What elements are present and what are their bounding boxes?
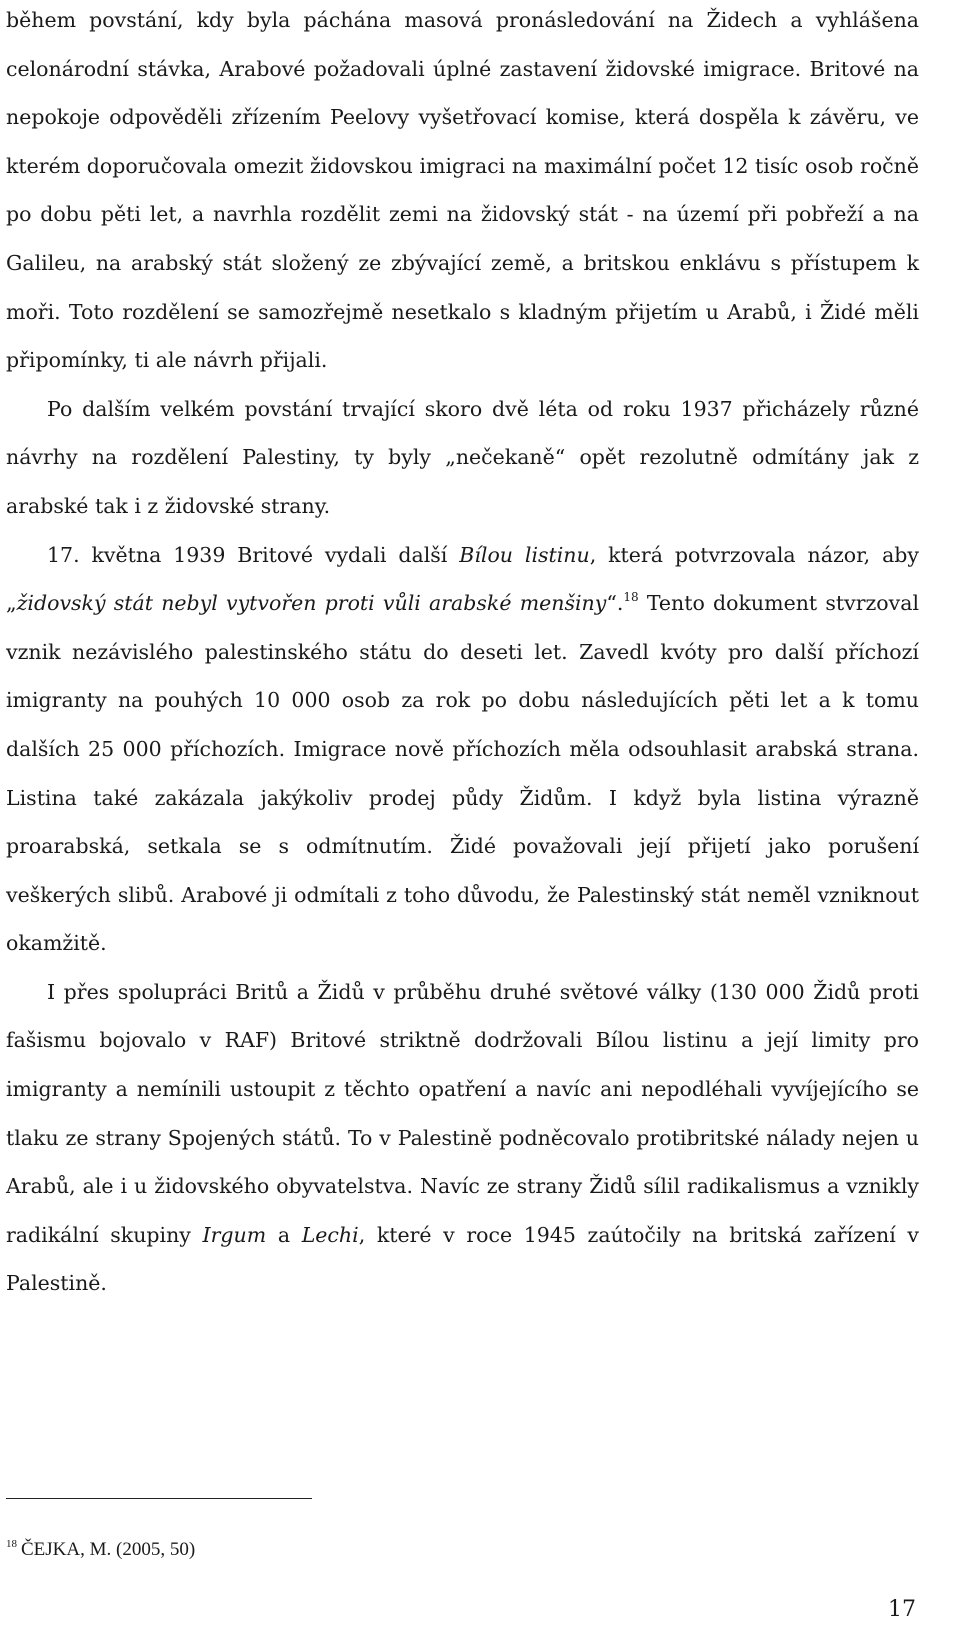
paragraph-2-text-end: opět rezolutně odmítány jak z arabské tak i z židovské strany.	[6, 445, 920, 518]
page-number: 17	[888, 1597, 916, 1622]
opening-quote: „	[6, 591, 17, 616]
footnote-separator	[6, 1498, 312, 1499]
white-paper-title: Bílou listinu	[459, 542, 590, 567]
paragraph-4-text-b: a	[266, 1222, 302, 1247]
paragraph-3-text-a: 17. května 1939 Britové vydali další	[47, 542, 460, 567]
paragraph-3-text-c: Tento dokument stvrzoval vznik nezávislého palestinského státu do deseti let. Zavedl kvóty pro další příchozí imigranty na pouhých 10 000 osob za rok po dobu následujících pěti let a k tomu dalších 25 000 příchozích. Imigrace nově příchozích měla odsouhlasit arabská strana. Listina také zakázala jakýkoliv prodej půdy Židům. I když byla listina výrazně proarabská, setkala se s odmítnutím. Židé považovali její přijetí jako porušení veškerých slibů. Arabové ji odmítali z toho důvodu, že Palestinský stát neměl vzniknout okamžitě.	[6, 591, 919, 956]
group-name-lechi: Lechi	[301, 1222, 359, 1247]
paragraph-2-text-start: Po dalším velkém povstání trvající skoro dvě léta od roku 1937 přicházely různé návrhy na rozdělení Palestiny, ty byly	[6, 396, 919, 470]
group-name-irgum: Irgum	[202, 1222, 267, 1247]
paragraph-3	[6, 531, 919, 968]
paragraph-2	[6, 385, 919, 531]
period: .	[616, 591, 624, 616]
paragraph-3-text-b: , která potvrzovala názor, aby	[589, 542, 919, 567]
paragraph-4-text-c: , které v roce 1945 zaútočily na britská zařízení v Palestině.	[6, 1222, 919, 1296]
quoted-statement: židovský stát nebyl vytvořen proti vůli arabské menšiny	[16, 591, 607, 616]
footnote-number: 18	[6, 1538, 17, 1550]
footnote	[6, 1538, 195, 1562]
footnote-reference: 18	[623, 590, 639, 605]
paragraph-4	[6, 968, 919, 1308]
footnote-text: ČEJKA, M. (2005, 50)	[21, 1539, 196, 1560]
paragraph-4-text-a: I přes spolupráci Britů a Židů v průběhu druhé světové války (130 000 Židů proti fašismu bojovalo v RAF) Britové striktně dodržovali Bílou listinu a její limity pro imigranty a nemínili ustoupit z těchto opatření a navíc ani nepodléhali vyvíjejícího se tlaku ze strany Spojených států. To v Palestině podněcovalo protibritské nálady nejen u Arabů, ale i u židovského obyvatelstva. Navíc ze strany Židů sílil radikalismus a vznikly radikální skupiny	[6, 979, 919, 1247]
closing-quote: “	[606, 591, 617, 616]
quoted-word: „nečekaně“	[445, 445, 566, 470]
paragraph-1-text: během povstání, kdy byla páchána masová pronásledování na Židech a vyhlášena celonárodní stávka, Arabové požadovali úplné zastavení židovské imigrace. Britové na nepokoje odpověděli zřízením Peelovy vyšetřovací komise, která dospěla k závěru, ve kterém doporučovala omezit židovskou imigraci na maximální počet 12 tisíc osob ročně po dobu pěti let, a navrhla rozdělit zemi na židovský stát - na území při pobřeží a na Galileu, na arabský stát složený ze zbývající země, a britskou enklávu s přístupem k moři. Toto rozdělení se samozřejmě nesetkalo s kladným přijetím u Arabů, i Židé měli připomínky, ti ale návrh přijali.	[6, 8, 919, 373]
paragraph-1	[6, 0, 919, 385]
document-page	[6, 0, 919, 1308]
